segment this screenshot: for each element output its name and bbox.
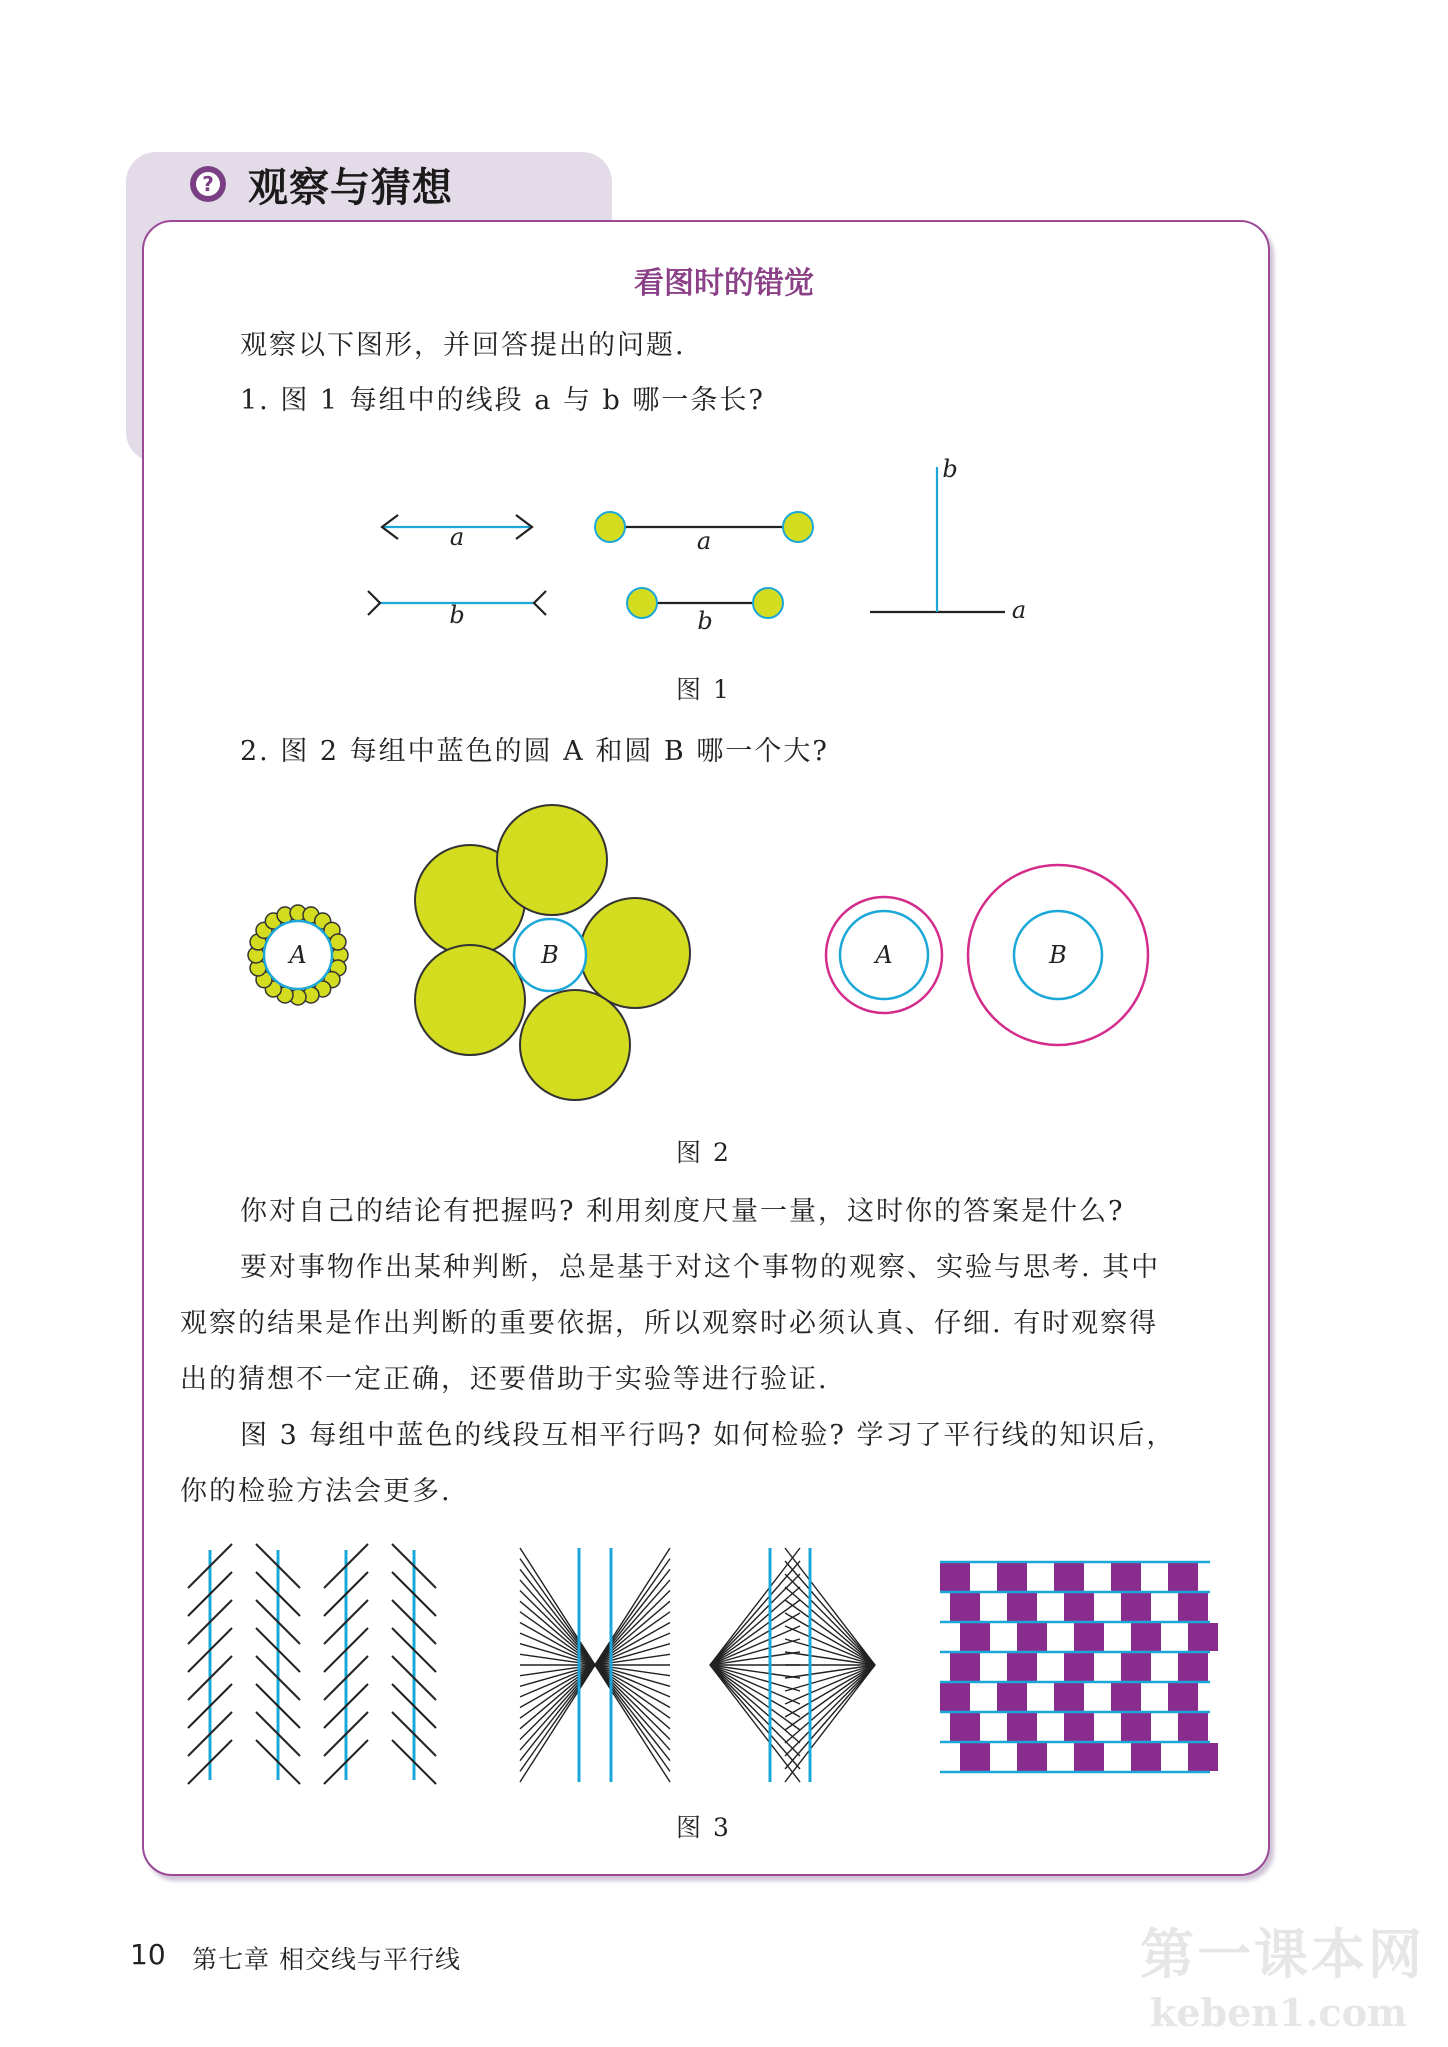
cafe-wall-tile — [1178, 1593, 1208, 1621]
paragraph-1: 你对自己的结论有把握吗? 利用刻度尺量一量，这时你的答案是什么? — [240, 1196, 1125, 1227]
arrowhead-out-right — [534, 591, 546, 615]
figure-1 — [370, 455, 1050, 645]
label-a-2: a — [696, 527, 712, 555]
paragraph-3-line-2: 你的检验方法会更多. — [180, 1476, 452, 1507]
watermark-url: keben1.com — [1150, 1990, 1408, 2035]
cafe-wall-tile — [940, 1563, 970, 1591]
label-B-2: B — [1049, 941, 1067, 969]
cafe-wall-tile — [950, 1593, 980, 1621]
paragraph-3-line-1: 图 3 每组中蓝色的线段互相平行吗? 如何检验? 学习了平行线的知识后， — [240, 1420, 1176, 1451]
circle-end-right-b — [753, 588, 783, 618]
circle-end-left-a — [595, 512, 625, 542]
converging-line — [785, 1665, 875, 1769]
circle-end-left-b — [627, 588, 657, 618]
question-icon — [188, 164, 228, 204]
figure-3-caption: 图 3 — [676, 1813, 731, 1842]
arrowhead-out-left — [368, 591, 380, 615]
cafe-wall-tile — [1168, 1683, 1198, 1711]
label-b: b — [449, 601, 465, 629]
figure-2 — [230, 795, 1180, 1115]
figure-3 — [180, 1540, 1240, 1790]
cafe-wall-tile — [1074, 1623, 1104, 1651]
circle-end-right-a — [783, 512, 813, 542]
label-b-3: b — [942, 455, 958, 483]
question-1: 1. 图 1 每组中的线段 a 与 b 哪一条长? — [240, 385, 765, 416]
cafe-wall-tile — [950, 1653, 980, 1681]
cafe-wall-tile — [1188, 1623, 1218, 1651]
cafe-wall-tile — [1131, 1623, 1161, 1651]
cafe-wall-tile — [1121, 1593, 1151, 1621]
cafe-wall-tile — [1131, 1743, 1161, 1771]
large-surround-circle — [415, 945, 525, 1055]
cafe-wall-tile — [940, 1683, 970, 1711]
cafe-wall-tile — [1064, 1653, 1094, 1681]
converging-line — [710, 1561, 800, 1665]
cafe-wall-tile — [1121, 1713, 1151, 1741]
converging-line — [710, 1665, 800, 1782]
cafe-wall-tile — [1178, 1653, 1208, 1681]
converging-line — [785, 1548, 875, 1665]
cafe-wall-tile — [1054, 1683, 1084, 1711]
label-A-2: A — [875, 941, 893, 969]
cafe-wall-tile — [1064, 1713, 1094, 1741]
label-A-1: A — [289, 941, 307, 969]
cafe-wall-tile — [1007, 1653, 1037, 1681]
svg-text:?: ? — [202, 172, 214, 196]
page-number: 10 — [130, 1938, 166, 1971]
label-B-1: B — [541, 941, 559, 969]
box-title: 看图时的错觉 — [634, 266, 814, 301]
cafe-wall-tile — [960, 1623, 990, 1651]
large-surround-circle — [497, 805, 607, 915]
figure-1-caption: 图 1 — [676, 675, 731, 704]
cafe-wall-tile — [997, 1563, 1027, 1591]
intro-text: 观察以下图形，并回答提出的问题. — [240, 330, 686, 361]
cafe-wall-tile — [950, 1713, 980, 1741]
converging-line — [785, 1561, 875, 1665]
cafe-wall-tile — [997, 1683, 1027, 1711]
label-a: a — [449, 523, 465, 551]
large-surround-circle — [580, 898, 690, 1008]
cafe-wall-tile — [1007, 1713, 1037, 1741]
cafe-wall-tile — [1054, 1563, 1084, 1591]
cafe-wall-tile — [1007, 1593, 1037, 1621]
question-2: 2. 图 2 每组中蓝色的圆 A 和圆 B 哪一个大? — [240, 736, 829, 767]
cafe-wall-tile — [1178, 1713, 1208, 1741]
paragraph-2-line-3: 出的猜想不一定正确，还要借助于实验等进行验证. — [180, 1364, 829, 1395]
large-surround-circle — [520, 990, 630, 1100]
cafe-wall-tile — [1064, 1593, 1094, 1621]
cafe-wall-tile — [1074, 1743, 1104, 1771]
chapter-title: 第七章 相交线与平行线 — [192, 1945, 461, 1974]
paragraph-2-line-1: 要对事物作出某种判断，总是基于对这个事物的观察、实验与思考. 其中 — [240, 1252, 1161, 1283]
section-title: 观察与猜想 — [248, 165, 453, 211]
cafe-wall-tile — [1111, 1563, 1141, 1591]
converging-line — [710, 1548, 800, 1665]
cafe-wall-tile — [960, 1743, 990, 1771]
cafe-wall-tile — [1111, 1683, 1141, 1711]
cafe-wall-tile — [1017, 1743, 1047, 1771]
label-a-3: a — [1011, 596, 1027, 624]
figure-2-caption: 图 2 — [676, 1138, 731, 1167]
converging-line — [785, 1665, 875, 1782]
paragraph-2-line-2: 观察的结果是作出判断的重要依据，所以观察时必须认真、仔细. 有时观察得 — [180, 1308, 1159, 1339]
cafe-wall-tile — [1188, 1743, 1218, 1771]
watermark-text: 第一课本网 — [1140, 1923, 1425, 1986]
cafe-wall-tile — [1017, 1623, 1047, 1651]
cafe-wall-tile — [1121, 1653, 1151, 1681]
converging-line — [710, 1665, 800, 1769]
cafe-wall-tile — [1168, 1563, 1198, 1591]
label-b-2: b — [697, 607, 713, 635]
